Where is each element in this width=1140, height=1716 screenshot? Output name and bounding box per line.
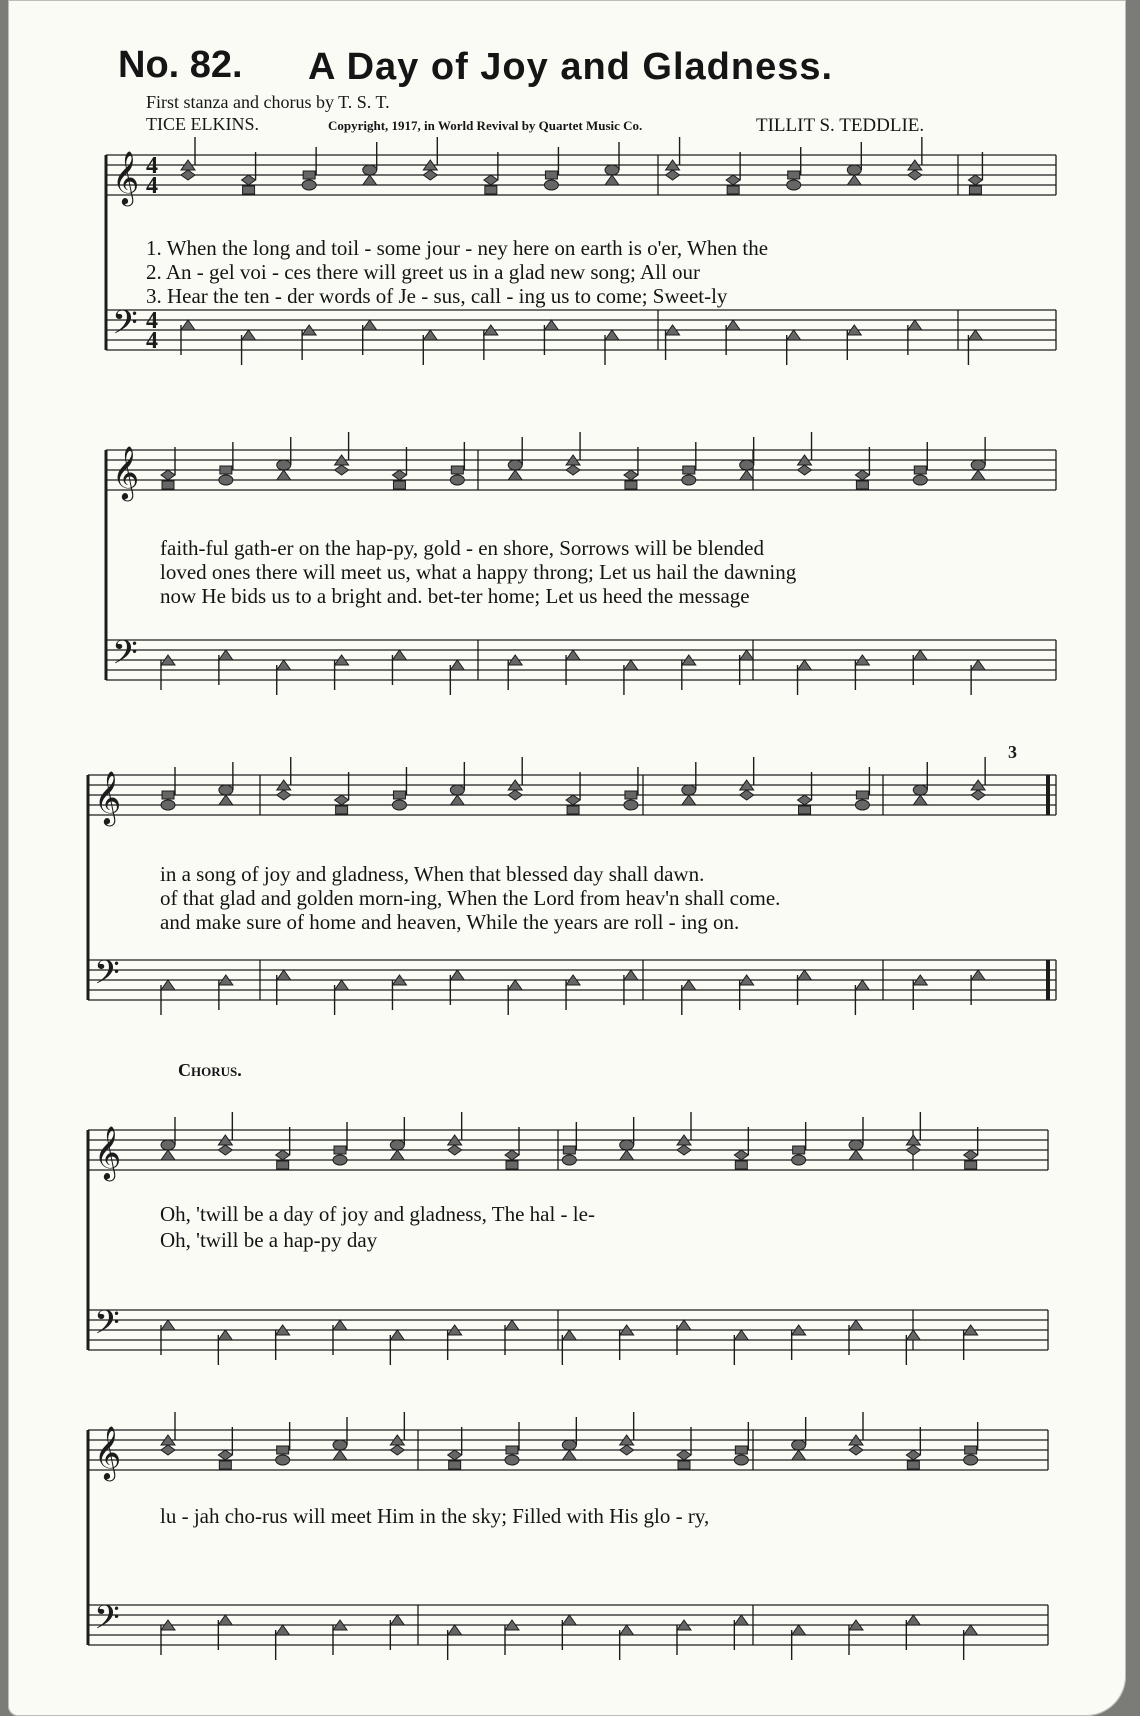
note-head — [544, 320, 558, 330]
note-head — [485, 186, 497, 194]
note-head — [333, 1440, 347, 1450]
note-head — [666, 170, 680, 180]
note-head — [505, 1455, 519, 1465]
note-head — [968, 175, 982, 185]
note-head — [798, 660, 812, 670]
lyric-line: faith-ful gath-er on the hap-py, gold - en shore, Sorrows will be blended — [160, 536, 764, 560]
note-head — [740, 470, 754, 480]
note-head — [605, 330, 619, 340]
note-head — [276, 1625, 290, 1635]
note-head — [451, 466, 463, 474]
note-head — [423, 330, 437, 340]
note-head — [620, 1140, 634, 1150]
note-head — [971, 460, 985, 470]
note-head — [855, 470, 869, 480]
lyric-line: and make sure of home and heaven, While the years are roll - ing on. — [160, 910, 740, 934]
time-signature: 4 — [146, 308, 158, 334]
note-head — [620, 1445, 634, 1455]
copyright-notice: Copyright, 1917, in World Revival by Quartet Music Co. — [328, 118, 643, 133]
note-head — [484, 175, 498, 185]
note-head — [908, 170, 922, 180]
note-head — [969, 186, 981, 194]
note-head — [906, 1615, 920, 1625]
note-head — [333, 1320, 347, 1330]
note-head — [906, 1145, 920, 1155]
note-head — [544, 180, 558, 190]
note-head — [218, 1450, 232, 1460]
note-head — [567, 806, 579, 814]
note-head — [448, 1625, 462, 1635]
note-head — [849, 1320, 863, 1330]
note-head — [449, 1461, 461, 1469]
note-head — [161, 980, 175, 990]
note-head — [677, 1450, 691, 1460]
note-head — [906, 1330, 920, 1340]
lyric-line: Oh, 'twill be a day of joy and gladness, The hal - le- — [160, 1202, 595, 1226]
note-head — [162, 481, 174, 489]
note-head — [218, 1330, 232, 1340]
note-head — [971, 470, 985, 480]
note-head — [792, 1450, 806, 1460]
note-head — [562, 1155, 576, 1165]
note-head — [605, 165, 619, 175]
note-head — [219, 650, 233, 660]
note-head — [971, 970, 985, 980]
note-head — [508, 470, 522, 480]
note-head — [968, 330, 982, 340]
note-head — [505, 1320, 519, 1330]
note-head — [390, 1615, 404, 1625]
note-head — [219, 1461, 231, 1469]
note-head — [677, 1145, 691, 1155]
note-head — [336, 806, 348, 814]
note-head — [303, 171, 315, 179]
note-head — [277, 790, 291, 800]
note-head — [620, 1625, 634, 1635]
note-head — [734, 1150, 748, 1160]
note-head — [965, 1161, 977, 1169]
note-head — [243, 186, 255, 194]
note-head — [277, 470, 291, 480]
note-head — [678, 1461, 690, 1469]
note-head — [913, 785, 927, 795]
note-head — [971, 790, 985, 800]
lyric-line: 1. When the long and toil - some jour - ney here on earth is o'er, When the — [146, 236, 769, 260]
note-head — [971, 660, 985, 670]
note-head — [793, 1146, 805, 1154]
note-head — [161, 1140, 175, 1150]
note-head — [625, 481, 637, 489]
note-head — [450, 970, 464, 980]
bass-clef-icon: 𝄢 — [112, 304, 138, 350]
note-head — [726, 320, 740, 330]
note-head — [545, 171, 557, 179]
note-head — [913, 475, 927, 485]
note-head — [856, 481, 868, 489]
note-head — [682, 475, 696, 485]
note-head — [847, 175, 861, 185]
hymn-page — [8, 0, 1126, 1716]
treble-clef-icon: 𝄞 — [94, 1125, 122, 1179]
hymn-title: A Day of Joy and Gladness. — [308, 46, 834, 88]
note-head — [563, 1146, 575, 1154]
note-head — [965, 1446, 977, 1454]
note-head — [566, 650, 580, 660]
note-head — [798, 795, 812, 805]
note-head — [964, 1455, 978, 1465]
note-head — [161, 1150, 175, 1160]
note-head — [277, 1446, 289, 1454]
note-head — [735, 1161, 747, 1169]
note-head — [218, 1145, 232, 1155]
note-head — [849, 1140, 863, 1150]
note-head — [798, 970, 812, 980]
note-head — [181, 170, 195, 180]
hymn-number: No. 82. — [118, 44, 243, 86]
triplet-mark: 3 — [1008, 742, 1017, 762]
note-head — [855, 800, 869, 810]
note-head — [392, 650, 406, 660]
note-head — [506, 1446, 518, 1454]
note-head — [448, 1145, 462, 1155]
note-head — [390, 1330, 404, 1340]
note-head — [335, 980, 349, 990]
lyric-line: Oh, 'twill be a hap-py day — [160, 1228, 378, 1252]
note-head — [506, 1161, 518, 1169]
note-head — [787, 330, 801, 340]
note-head — [450, 475, 464, 485]
note-head — [847, 165, 861, 175]
note-head — [562, 1440, 576, 1450]
note-head — [734, 1455, 748, 1465]
note-head — [964, 1625, 978, 1635]
note-head — [677, 1320, 691, 1330]
note-head — [964, 1150, 978, 1160]
note-head — [450, 660, 464, 670]
note-head — [219, 475, 233, 485]
note-head — [276, 1150, 290, 1160]
time-signature: 4 — [146, 153, 158, 179]
note-head — [277, 1161, 289, 1169]
treble-clef-icon: 𝄞 — [94, 770, 122, 824]
bass-clef-icon: 𝄢 — [94, 1304, 120, 1350]
note-head — [448, 1450, 462, 1460]
note-head — [161, 1445, 175, 1455]
time-signature: 4 — [146, 173, 158, 199]
note-head — [620, 1150, 634, 1160]
note-head — [393, 791, 405, 799]
note-head — [562, 1615, 576, 1625]
bass-clef-icon: 𝄢 — [112, 634, 138, 680]
note-head — [787, 180, 801, 190]
lyric-line: of that glad and golden morn-ing, When the Lord from heav'n shall come. — [160, 886, 781, 910]
note-head — [740, 460, 754, 470]
note-head — [792, 1440, 806, 1450]
note-head — [390, 1150, 404, 1160]
note-head — [161, 1320, 175, 1330]
note-head — [242, 330, 256, 340]
treble-clef-icon: 𝄞 — [112, 150, 140, 204]
note-head — [792, 1625, 806, 1635]
note-head — [727, 186, 739, 194]
note-head — [856, 791, 868, 799]
note-head — [162, 791, 174, 799]
note-head — [390, 1445, 404, 1455]
stanza-credit: First stanza and chorus by T. S. T. — [146, 92, 390, 112]
note-head — [849, 1150, 863, 1160]
note-head — [624, 660, 638, 670]
note-head — [277, 970, 291, 980]
note-head — [450, 795, 464, 805]
time-signature: 4 — [146, 328, 158, 354]
note-head — [914, 466, 926, 474]
treble-clef-icon: 𝄞 — [94, 1425, 122, 1479]
note-head — [906, 1450, 920, 1460]
note-head — [335, 465, 349, 475]
note-head — [242, 175, 256, 185]
note-head — [624, 800, 638, 810]
lyric-line: lu - jah cho-rus will meet Him in the sky; Filled with His glo - ry, — [160, 1504, 710, 1528]
note-head — [740, 790, 754, 800]
composer-name: TILLIT S. TEDDLIE. — [756, 115, 925, 136]
note-head — [605, 175, 619, 185]
note-head — [682, 785, 696, 795]
note-head — [333, 1155, 347, 1165]
note-head — [334, 1146, 346, 1154]
note-head — [740, 650, 754, 660]
note-head — [161, 470, 175, 480]
note-head — [219, 795, 233, 805]
note-head — [390, 1140, 404, 1150]
lyric-line: 2. An - gel voi - ces there will greet us in a glad new song; All our — [146, 260, 701, 284]
note-head — [798, 465, 812, 475]
note-head — [508, 460, 522, 470]
note-head — [450, 785, 464, 795]
note-head — [566, 465, 580, 475]
note-head — [218, 1615, 232, 1625]
note-head — [792, 1155, 806, 1165]
note-head — [335, 795, 349, 805]
note-head — [624, 470, 638, 480]
note-head — [393, 481, 405, 489]
note-head — [625, 791, 637, 799]
lyric-line: 3. Hear the ten - der words of Je - sus, call - ing us to come; Sweet-ly — [146, 284, 728, 308]
note-head — [913, 795, 927, 805]
note-head — [799, 806, 811, 814]
bass-clef-icon: 𝄢 — [94, 954, 120, 1000]
note-head — [735, 1446, 747, 1454]
note-head — [562, 1330, 576, 1340]
note-head — [566, 795, 580, 805]
bass-clef-icon: 𝄢 — [94, 1599, 120, 1645]
note-head — [734, 1615, 748, 1625]
note-head — [181, 320, 195, 330]
note-head — [682, 795, 696, 805]
note-head — [392, 800, 406, 810]
note-head — [913, 650, 927, 660]
note-head — [220, 466, 232, 474]
note-head — [508, 790, 522, 800]
note-head — [562, 1450, 576, 1460]
note-head — [363, 165, 377, 175]
note-head — [333, 1450, 347, 1460]
note-head — [849, 1445, 863, 1455]
lyric-line: now He bids us to a bright and. bet-ter home; Let us heed the message — [160, 584, 750, 608]
note-head — [683, 466, 695, 474]
note-head — [161, 800, 175, 810]
note-head — [908, 320, 922, 330]
note-head — [363, 320, 377, 330]
lyricist-name: TICE ELKINS. — [146, 114, 259, 134]
note-head — [392, 470, 406, 480]
note-head — [423, 170, 437, 180]
note-head — [855, 980, 869, 990]
note-head — [505, 1150, 519, 1160]
treble-clef-icon: 𝄞 — [112, 445, 140, 499]
note-head — [302, 180, 316, 190]
note-head — [907, 1461, 919, 1469]
lyric-line: in a song of joy and gladness, When that blessed day shall dawn. — [160, 862, 705, 886]
note-head — [508, 980, 522, 990]
note-head — [363, 175, 377, 185]
note-head — [726, 175, 740, 185]
lyric-line: loved ones there will meet us, what a happy throng; Let us hail the dawning — [160, 560, 797, 584]
note-head — [624, 970, 638, 980]
note-head — [788, 171, 800, 179]
note-head — [734, 1330, 748, 1340]
note-head — [682, 980, 696, 990]
note-head — [219, 785, 233, 795]
note-head — [277, 660, 291, 670]
chorus-label: Chorus. — [178, 1060, 242, 1080]
note-head — [276, 1455, 290, 1465]
note-head — [277, 460, 291, 470]
